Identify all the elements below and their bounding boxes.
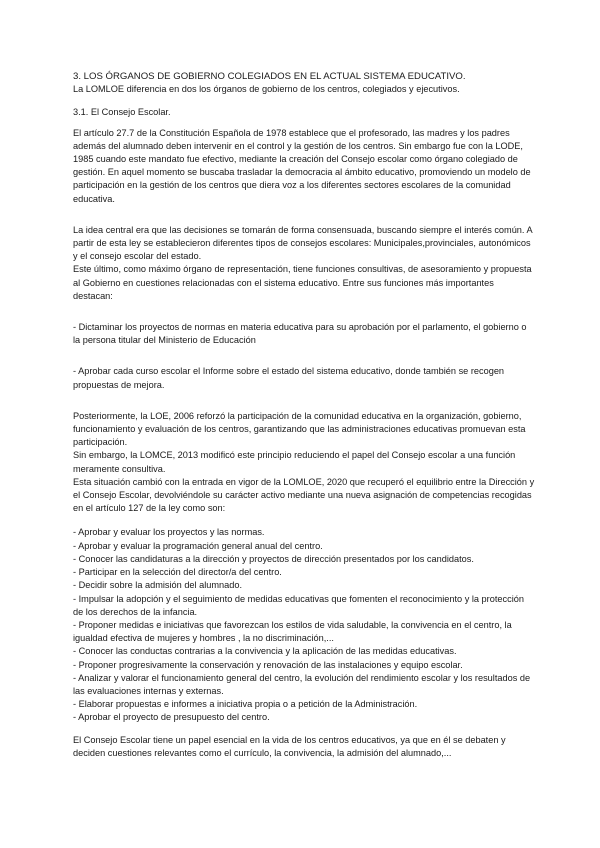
document-subtitle: La LOMLOE diferencia en dos los órganos de gobierno de los centros, colegiados y ejecutivos. [73,84,460,95]
list-item: - Conocer las candidaturas a la dirección y proyectos de dirección presentados por los candidatos. [73,553,474,564]
function-item-dictaminar: - Dictaminar los proyectos de normas en materia educativa para su aprobación por el parlamento, el gobierno o la persona titular del Ministerio de Educación [73,322,527,346]
list-item: - Elaborar propuestas e informes a iniciativa propia o a petición de la Administración. [73,699,418,710]
list-item: - Aprobar y evaluar los proyectos y las normas. [73,527,265,538]
document-body [73,70,535,760]
function-item-informe: - Aprobar cada curso escolar el Informe sobre el estado del sistema educativo, donde también se recogen propuestas de mejora. [73,366,505,390]
list-item: - Proponer medidas e iniciativas que favorezcan los estilos de vida saludable, la convivencia en el centro, la igualdad efectiva de mujeres y hombres , la no discriminación,... [73,619,512,644]
list-item: - Impulsar la adopción y el seguimiento de medidas educativas que fomenten el reconocimiento y la protección de los derechos de la infancia. [73,593,524,617]
paragraph-closing: El Consejo Escolar tiene un papel esencial en la vida de los centros educativos, ya que en él se debaten y deciden cuestiones relevantes como el currículo, la convivencia, la admisión del alumnado,... [73,734,506,758]
paragraph-lomce: Sin embargo, la LOMCE, 2013 modificó este principio reduciendo el papel del Consejo escolar a una función meramente consultiva. [73,450,516,474]
paragraph-constitucion: El artículo 27.7 de la Constitución Española de 1978 establece que el profesorado, las madres y los padres además del alumnado deben intervenir en el control y la gestión de los centros. Sin embargo fue con la LODE, 1985 cuando este mandato fue efectivo, mediante la creación del Consejo escolar como órgano colegiado de gestión. En aquel momento se buscaba trasladar la democracia al ámbito educativo, promoviendo un modelo de participación en la gestión de los centros que diera voz a los diferentes sectores escolares de la comunidad educativa. [73,127,531,204]
paragraph-consejo-estado: Este último, como máximo órgano de representación, tiene funciones consultivas, de asesoramiento y propuesta al Gobierno en cuestiones relacionadas con el sistema educativo. Entre sus funciones más importantes destacan: [73,264,532,301]
competencias-list [73,526,535,724]
paragraph-lomloe: Esta situación cambió con la entrada en vigor de la LOMLOE, 2020 que recuperó el equilibrio entre la Dirección y el Consejo Escolar, devolviéndole su carácter activo mediante una nueva asignación de competencias recogidas en el artículo 127 de la ley como son: [73,476,535,514]
list-item: - Proponer progresivamente la conservación y renovación de las instalaciones y equipo escolar. [73,659,463,670]
list-item: - Aprobar el proyecto de presupuesto del centro. [73,712,270,723]
paragraph-loe: Posteriormente, la LOE, 2006 reforzó la participación de la comunidad educativa en la organización, gobierno, funcionamiento y evaluación de los centros, garantizando que las administraciones educativas promuevan esta participación. [73,410,526,448]
list-item: - Aprobar y evaluar la programación general anual del centro. [73,540,323,551]
list-item: - Decidir sobre la admisión del alumnado. [73,580,243,591]
list-item: - Participar en la selección del director/a del centro. [73,567,282,578]
document-title: 3. LOS ÓRGANOS DE GOBIERNO COLEGIADOS EN EL ACTUAL SISTEMA EDUCATIVO. [73,71,466,82]
list-item: - Analizar y valorar el funcionamiento general del centro, la evolución del rendimiento escolar y los resultados de las evaluaciones internas y externas. [73,672,531,696]
section-heading: 3.1. El Consejo Escolar. [73,107,171,118]
list-item: - Conocer las conductas contrarias a la convivencia y la aplicación de las medidas educativas. [73,646,457,657]
paragraph-idea-central: La idea central era que las decisiones se tomarán de forma consensuada, buscando siempre el interés común. A partir de esta ley se establecieron diferentes tipos de consejos escolares: Municipales,provinciales, autonómicos y el consejo escolar del estado. [73,224,533,262]
